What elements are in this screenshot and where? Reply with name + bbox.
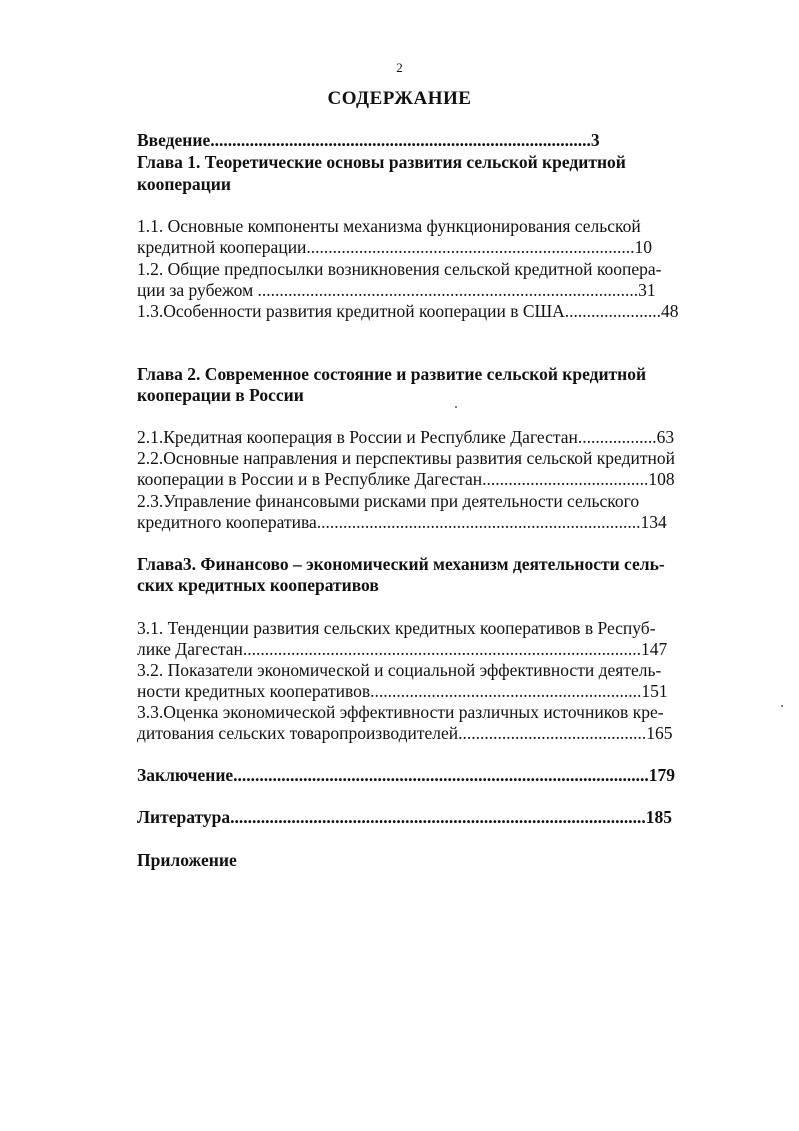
toc-entry-appendix: Приложение <box>137 850 237 870</box>
toc-entry-2-3: 2.3.Управление финансовыми рисками при деятельности сельского <box>137 491 640 511</box>
toc-chapter-2-heading: Глава 2. Современное состояние и развитие сельской кредитной <box>137 364 647 384</box>
toc-entry-3-1-cont: лике Дагестан...........................................................................................147 <box>137 639 668 659</box>
toc-chapter-1-heading-cont: кооперации <box>137 174 231 194</box>
toc-entry-3-1: 3.1. Тенденции развития сельских кредитных кооперативов в Респуб- <box>137 618 656 638</box>
toc-entry-2-3-cont: кредитного кооператива..........................................................................134 <box>137 512 667 532</box>
toc-entry-1-2: 1.2. Общие предпосылки возникновения сельской кредитной коопера- <box>137 259 662 279</box>
toc-entry-3-2: 3.2. Показатели экономической и социальной эффективности деятель- <box>137 660 662 680</box>
toc-entry-intro: Введение.......................................................................................3 <box>137 130 600 150</box>
toc-entry-1-2-cont: ции за рубежом .......................................................................................31 <box>137 280 656 300</box>
toc-entry-1-1: 1.1. Основные компоненты механизма функционирования сельской <box>137 216 641 236</box>
scan-speck <box>781 705 783 707</box>
toc-entry-literature: Литература...............................................................................................185 <box>137 807 672 827</box>
toc-chapter-2-heading-cont: кооперации в России <box>137 385 304 405</box>
page-title: СОДЕРЖАНИЕ <box>327 88 472 109</box>
toc-entry-3-2-cont: ности кредитных кооперативов..............................................................151 <box>137 681 668 701</box>
toc-chapter-3-heading-cont: ских кредитных кооперативов <box>137 575 379 595</box>
scan-speck <box>455 406 457 408</box>
toc-chapter-1-heading: Глава 1. Теоретические основы развития сельской кредитной <box>137 152 626 172</box>
toc-entry-1-1-cont: кредитной кооперации...........................................................................10 <box>137 237 653 257</box>
toc-entry-conclusion: Заключение...............................................................................................179 <box>137 765 676 785</box>
toc-chapter-3-heading: Глава3. Финансово – экономический механизм деятельности сель- <box>137 554 665 574</box>
toc-entry-2-2: 2.2.Основные направления и перспективы развития сельской кредитной <box>137 448 675 468</box>
toc-entry-3-3-cont: дитования сельских товаропроизводителей...........................................165 <box>137 723 673 743</box>
toc-entry-1-3: 1.3.Особенности развития кредитной кооперации в США......................48 <box>137 301 679 321</box>
toc-entry-2-2-cont: кооперации в России и в Республике Дагестан......................................108 <box>137 469 675 489</box>
toc-entry-2-1: 2.1.Кредитная кооперация в России и Республике Дагестан..................63 <box>137 427 675 447</box>
toc-entry-3-3: 3.3.Оценка экономической эффективности различных источников кре- <box>137 702 664 722</box>
page-number: 2 <box>396 60 403 75</box>
